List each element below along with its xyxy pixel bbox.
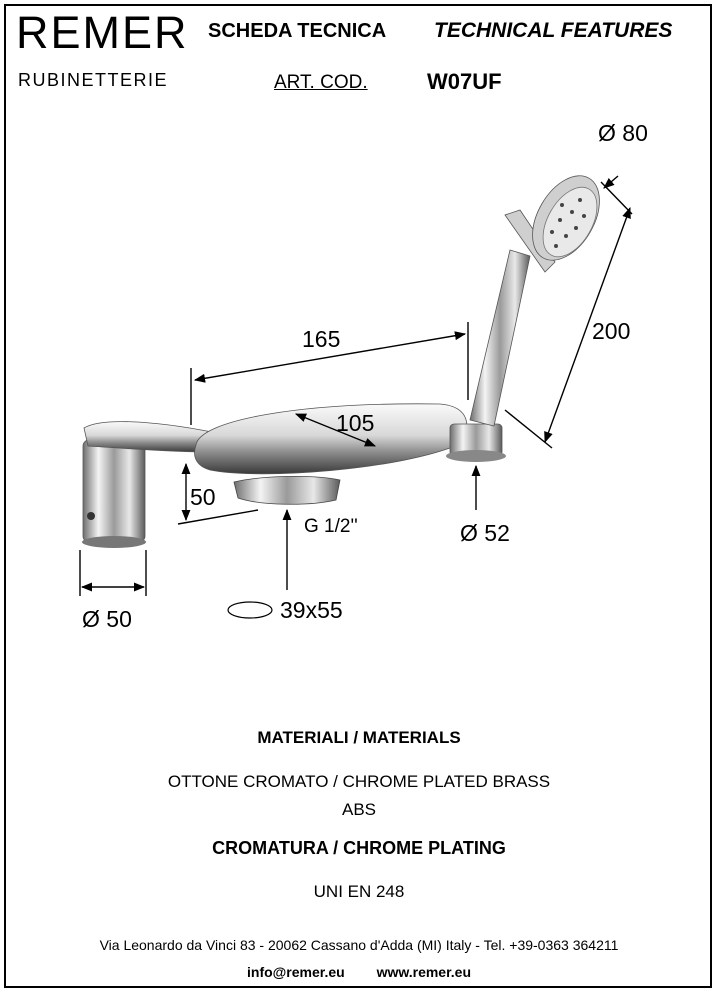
dim-mixer-base-diameter: Ø 50 bbox=[82, 606, 132, 632]
dim-hole-size: 39x55 bbox=[280, 597, 343, 623]
article-code-label: ART. COD. bbox=[274, 72, 368, 93]
brand-subtitle: RUBINETTERIE bbox=[18, 70, 169, 90]
title-italian: SCHEDA TECNICA bbox=[208, 20, 387, 42]
company-address: Via Leonardo da Vinci 83 - 20062 Cassano d'Adda (MI) Italy - Tel. +39-0363 364211 bbox=[99, 937, 619, 953]
dim-shower-base-diameter: Ø 52 bbox=[460, 520, 510, 546]
dim-shower-head-diameter: Ø 80 bbox=[598, 120, 648, 146]
email-link[interactable]: info@remer.eu bbox=[247, 964, 345, 980]
dim-spout-length: 165 bbox=[302, 326, 341, 352]
materials-line-2: ABS bbox=[341, 800, 377, 819]
dim-height: 50 bbox=[190, 484, 216, 510]
plating-title: CROMATURA / CHROME PLATING bbox=[212, 838, 506, 858]
website-link[interactable]: www.remer.eu bbox=[376, 964, 471, 980]
spout-body bbox=[195, 404, 467, 504]
materials-title: MATERIALI / MATERIALS bbox=[257, 728, 461, 747]
dim-thread: G 1/2'' bbox=[304, 516, 358, 537]
materials-line-1: OTTONE CROMATO / CHROME PLATED BRASS bbox=[167, 772, 551, 791]
title-english: TECHNICAL FEATURES bbox=[434, 19, 673, 42]
plating-norm: UNI EN 248 bbox=[313, 882, 405, 901]
contacts bbox=[0, 964, 718, 980]
shower-base bbox=[446, 424, 506, 462]
dim-hose-handle-length: 200 bbox=[592, 318, 631, 344]
hand-shower bbox=[470, 164, 613, 426]
hole-shape-icon bbox=[228, 602, 272, 618]
brand-logo: REMER bbox=[16, 7, 189, 58]
dim-spout-width: 105 bbox=[336, 410, 375, 436]
article-code: W07UF bbox=[427, 69, 502, 94]
